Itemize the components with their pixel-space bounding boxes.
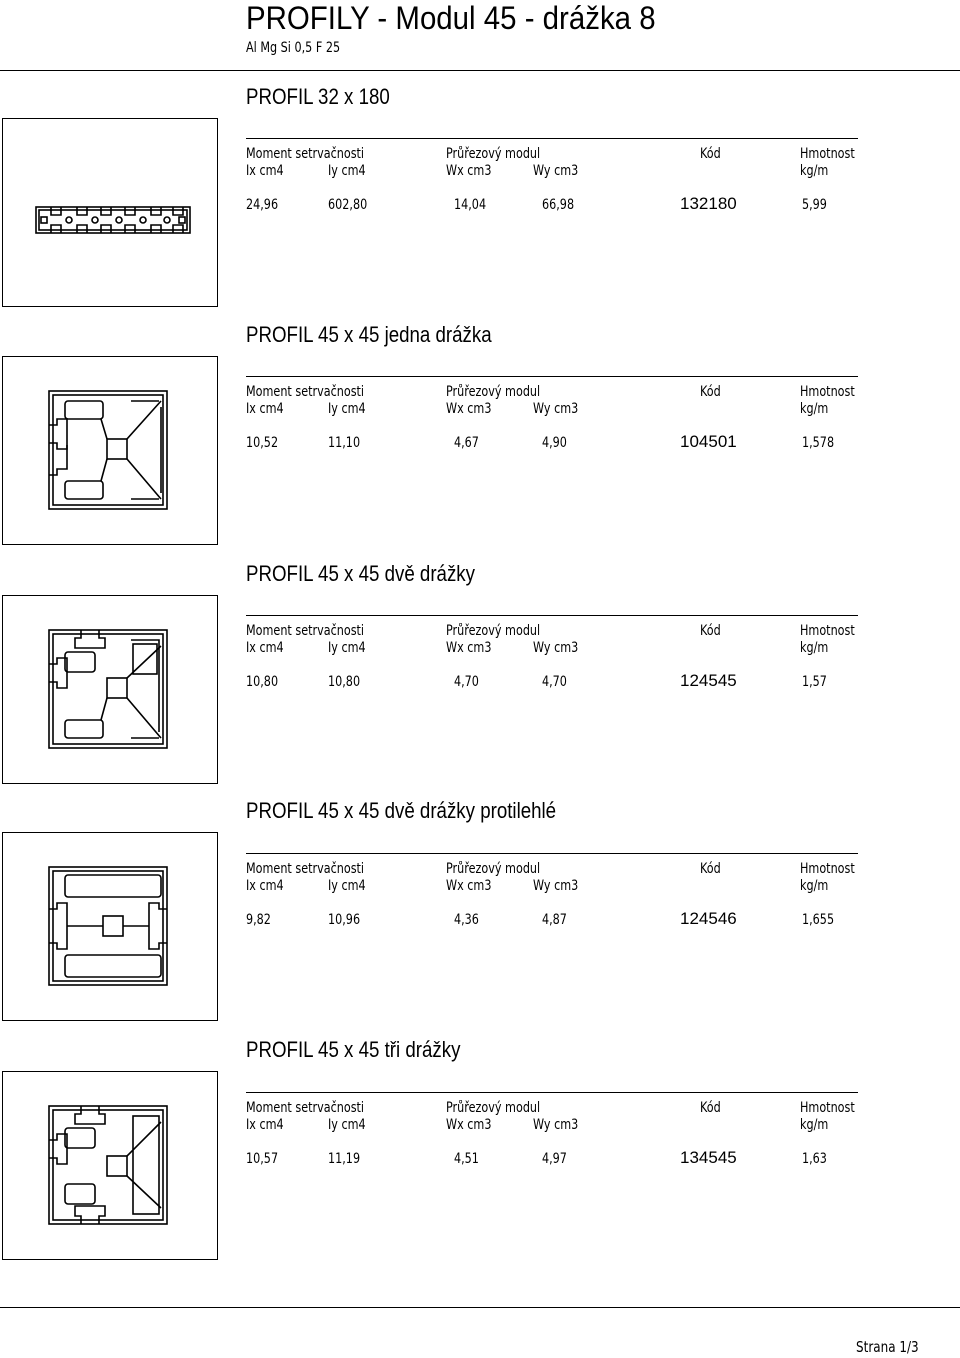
profile-cross-section-image [3,119,219,308]
label-wy: Wy cm3 [533,878,579,894]
profile-drawing-45x45-2 [2,595,218,784]
profile-drawing-45x45-3 [2,1071,218,1260]
label-modul: Průřezový modul [446,623,541,639]
label-kod: Kód [700,146,721,162]
value-iy: 10,96 [328,912,361,928]
label-wx: Wx cm3 [446,1117,492,1133]
label-modul: Průřezový modul [446,146,541,162]
value-code: 104501 [680,432,737,451]
label-wx: Wx cm3 [446,878,492,894]
value-wy: 66,98 [542,197,575,213]
value-iy: 10,80 [328,674,361,690]
label-wy: Wy cm3 [533,401,579,417]
profile-cross-section-image [3,596,219,785]
label-kgm: kg/m [800,640,829,656]
label-iy: Iy cm4 [328,878,366,894]
value-wx: 4,67 [454,435,479,451]
profile-title: PROFIL 45 x 45 jedna drážka [246,322,492,347]
value-wy: 4,87 [542,912,567,928]
label-ix: Ix cm4 [246,878,284,894]
profile-title: PROFIL 45 x 45 dvě drážky protilehlé [246,798,557,823]
label-kgm: kg/m [800,1117,829,1133]
table-divider [246,376,858,377]
label-ix: Ix cm4 [246,1117,284,1133]
label-moment: Moment setrvačnosti [246,861,365,877]
label-moment: Moment setrvačnosti [246,146,365,162]
label-hmotnost: Hmotnost [800,1100,855,1116]
value-wy: 4,97 [542,1151,567,1167]
label-iy: Iy cm4 [328,640,366,656]
table-divider [246,138,858,139]
label-wx: Wx cm3 [446,401,492,417]
value-iy: 602,80 [328,197,368,213]
value-code: 124545 [680,671,737,690]
label-iy: Iy cm4 [328,401,366,417]
document-title: PROFILY - Modul 45 - drážka 8 [246,0,656,36]
label-kod: Kód [700,384,721,400]
profile-cross-section-image [3,833,219,1022]
profile-title: PROFIL 45 x 45 tři drážky [246,1037,461,1062]
footer-divider [0,1307,960,1308]
label-moment: Moment setrvačnosti [246,1100,365,1116]
table-divider [246,1092,858,1093]
label-iy: Iy cm4 [328,163,366,179]
label-kgm: kg/m [800,878,829,894]
value-mass: 1,63 [802,1151,827,1167]
label-modul: Průřezový modul [446,1100,541,1116]
label-kgm: kg/m [800,163,829,179]
label-modul: Průřezový modul [446,384,541,400]
value-wy: 4,70 [542,674,567,690]
label-wx: Wx cm3 [446,640,492,656]
value-wy: 4,90 [542,435,567,451]
value-mass: 1,655 [802,912,835,928]
value-ix: 10,57 [246,1151,279,1167]
label-wx: Wx cm3 [446,163,492,179]
value-mass: 1,578 [802,435,835,451]
value-mass: 1,57 [802,674,827,690]
label-ix: Ix cm4 [246,640,284,656]
value-wx: 4,70 [454,674,479,690]
label-wy: Wy cm3 [533,640,579,656]
value-code: 134545 [680,1148,737,1167]
profile-drawing-45x45-2-opposite [2,832,218,1021]
value-ix: 10,80 [246,674,279,690]
value-iy: 11,19 [328,1151,361,1167]
value-code: 132180 [680,194,737,213]
profile-drawing-45x45-1 [2,356,218,545]
label-wy: Wy cm3 [533,163,579,179]
value-ix: 24,96 [246,197,279,213]
value-ix: 10,52 [246,435,279,451]
label-kod: Kód [700,861,721,877]
label-hmotnost: Hmotnost [800,861,855,877]
label-iy: Iy cm4 [328,1117,366,1133]
value-code: 124546 [680,909,737,928]
label-ix: Ix cm4 [246,163,284,179]
value-wx: 4,51 [454,1151,479,1167]
value-iy: 11,10 [328,435,361,451]
label-hmotnost: Hmotnost [800,384,855,400]
table-divider [246,853,858,854]
profile-drawing-32x180 [2,118,218,307]
label-ix: Ix cm4 [246,401,284,417]
value-wx: 14,04 [454,197,487,213]
label-kod: Kód [700,623,721,639]
label-kod: Kód [700,1100,721,1116]
profile-cross-section-image [3,1072,219,1261]
value-wx: 4,36 [454,912,479,928]
label-hmotnost: Hmotnost [800,623,855,639]
profile-cross-section-image [3,357,219,546]
label-kgm: kg/m [800,401,829,417]
page-number: Strana 1/3 [856,1338,919,1356]
value-mass: 5,99 [802,197,827,213]
label-wy: Wy cm3 [533,1117,579,1133]
profile-title: PROFIL 45 x 45 dvě drážky [246,561,476,586]
profile-title: PROFIL 32 x 180 [246,84,390,109]
material-spec: Al Mg Si 0,5 F 25 [246,40,341,56]
value-ix: 9,82 [246,912,271,928]
label-moment: Moment setrvačnosti [246,384,365,400]
table-divider [246,615,858,616]
label-hmotnost: Hmotnost [800,146,855,162]
label-modul: Průřezový modul [446,861,541,877]
header-divider [0,70,960,71]
label-moment: Moment setrvačnosti [246,623,365,639]
